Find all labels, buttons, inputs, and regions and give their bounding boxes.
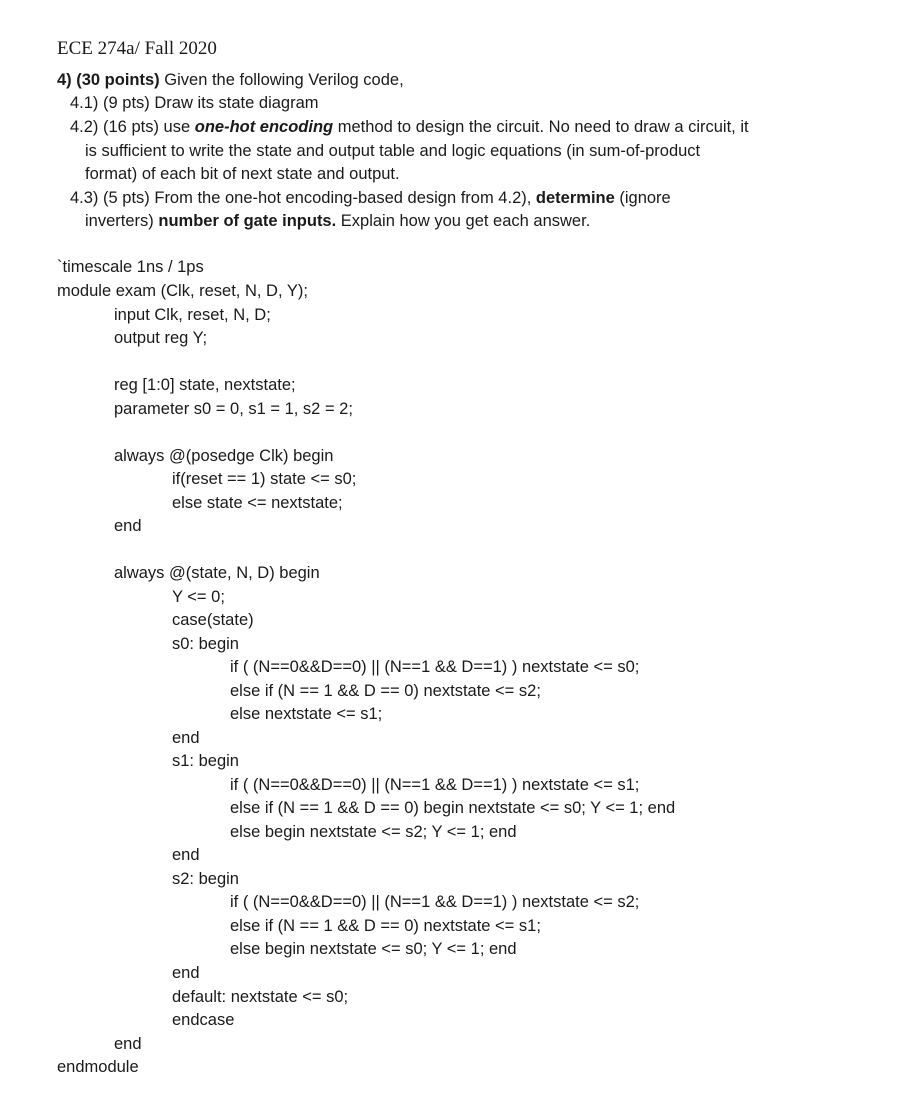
code-line: else if (N == 1 && D == 0) begin nextstate <= s0; Y <= 1; end <box>230 799 676 817</box>
code-line: end <box>114 1035 142 1053</box>
code-line: always @(posedge Clk) begin <box>114 447 334 465</box>
code-line: end <box>114 517 142 535</box>
part-4-2-suffix: method to design the circuit. No need to draw a circuit, it <box>333 118 749 136</box>
code-line: else if (N == 1 && D == 0) nextstate <= s2; <box>230 682 541 700</box>
question-number: 4) (30 points) <box>57 71 160 89</box>
code-line: endmodule <box>57 1058 139 1076</box>
code-line: module exam (Clk, reset, N, D, Y); <box>57 282 308 300</box>
code-line: end <box>172 846 200 864</box>
code-line: s2: begin <box>172 870 239 888</box>
code-line: always @(state, N, D) begin <box>114 564 320 582</box>
code-line: end <box>172 964 200 982</box>
part-4-1: 4.1) (9 pts) Draw its state diagram <box>70 94 319 112</box>
code-line: s1: begin <box>172 752 239 770</box>
question-title <box>57 69 404 93</box>
code-line: else state <= nextstate; <box>172 494 343 512</box>
part-4-2-line-3: format) of each bit of next state and output. <box>85 165 400 183</box>
code-line: else if (N == 1 && D == 0) nextstate <= s1; <box>230 917 541 935</box>
part-4-3-prefix: 4.3) (5 pts) From the one-hot encoding-based design from 4.2), <box>70 189 536 207</box>
determine-emphasis: determine <box>535 189 615 207</box>
course-header: ECE 274a/ Fall 2020 <box>57 38 217 59</box>
question-intro: Given the following Verilog code, <box>159 71 404 89</box>
code-line: if ( (N==0&&D==0) || (N==1 && D==1) ) nextstate <= s1; <box>230 776 640 794</box>
part-4-3-l2-prefix: inverters) <box>85 212 159 230</box>
part-4-2-line-2: is sufficient to write the state and output table and logic equations (in sum-of-product <box>85 142 701 160</box>
code-line: if ( (N==0&&D==0) || (N==1 && D==1) ) nextstate <= s2; <box>230 893 640 911</box>
part-4-3-line-2 <box>85 210 590 234</box>
code-line: else begin nextstate <= s2; Y <= 1; end <box>230 823 517 841</box>
code-line: if ( (N==0&&D==0) || (N==1 && D==1) ) nextstate <= s0; <box>230 658 640 676</box>
code-line: else nextstate <= s1; <box>230 705 383 723</box>
code-line: reg [1:0] state, nextstate; <box>114 376 296 394</box>
code-line: else begin nextstate <= s0; Y <= 1; end <box>230 940 517 958</box>
code-line: default: nextstate <= s0; <box>172 988 349 1006</box>
code-line: output reg Y; <box>114 329 208 347</box>
part-4-3-line-1 <box>70 187 671 211</box>
part-4-2-line-1 <box>70 116 749 140</box>
code-line: s0: begin <box>172 635 239 653</box>
part-4-3-l2-suffix: Explain how you get each answer. <box>336 212 591 230</box>
code-line: end <box>172 729 200 747</box>
part-4-2-prefix: 4.2) (16 pts) use <box>70 118 195 136</box>
code-line: if(reset == 1) state <= s0; <box>172 470 357 488</box>
one-hot-emphasis: one-hot encoding <box>194 118 334 136</box>
code-line: Y <= 0; <box>172 588 225 606</box>
code-line: input Clk, reset, N, D; <box>114 306 271 324</box>
code-line: case(state) <box>172 611 254 629</box>
part-4-3-suffix: (ignore <box>614 189 671 207</box>
code-line: `timescale 1ns / 1ps <box>57 258 204 276</box>
gate-inputs-emphasis: number of gate inputs. <box>158 212 337 230</box>
code-line: parameter s0 = 0, s1 = 1, s2 = 2; <box>114 400 353 418</box>
code-line: endcase <box>172 1011 235 1029</box>
